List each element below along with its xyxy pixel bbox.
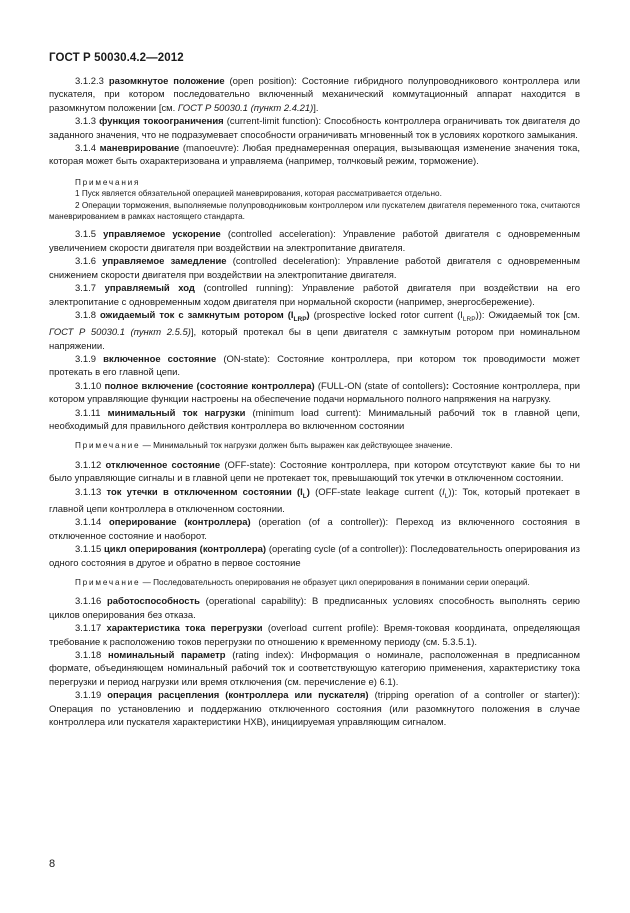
clause-term	[107, 487, 310, 498]
clause-term: включенное состояние	[103, 354, 217, 366]
clause-3-1-4	[49, 142, 580, 169]
clause-3-1-16	[49, 595, 580, 622]
clause-number: 3.1.16	[75, 596, 102, 608]
note	[49, 577, 580, 588]
document-body	[49, 75, 580, 729]
clause-text: )): Ожидаемый ток [см.	[475, 309, 581, 321]
clause-3-1-3	[49, 115, 580, 142]
clause-number: 3.1.8	[75, 309, 96, 321]
clause-text: (tripping operation of a controller or starter)): Операция по установлению и поддержанию отключенного состояния (или разомкнутого положения в случае контроллера или пускателя характеристики НХВ), инициируемая управляющим сигналом.	[49, 690, 581, 729]
clause-text: (controlled running): Управление работой двигателя при воздействии на его электропитание с одновременным ходом двигателя при нормальной скорости (например, энергосбережение).	[49, 283, 580, 308]
clause-text: (prospective locked rotor current (I	[309, 309, 463, 321]
clause-text: (operating cycle (of a controller)): Последовательность оперирования из одного состояния в другое и обратно в первое состояние	[49, 544, 580, 569]
note-text: — Последовательность оперирования не образует цикл оперирования в понимании серии операций.	[140, 578, 530, 587]
clause-term-end: )	[306, 486, 310, 498]
clause-3-1-11	[49, 407, 580, 434]
clause-term: управляемый ход	[104, 283, 195, 295]
clause-term: номинальный параметр	[107, 650, 226, 662]
notes-heading: Примечания	[75, 177, 141, 187]
clause-3-1-8	[49, 309, 580, 353]
clause-text: (rating index): Информация о номинале, расположенная в предписанном формате, объединяющем номинальный рабочий ток и соответствующую категорию применения, характеристику тока перегрузки и период нагрузки или время отключения (см. перечисление е) 6.1).	[49, 650, 581, 688]
clause-text: (operation (of a controller)): Переход из включенного состояния в отключенное состояние и наоборот.	[49, 517, 580, 542]
clause-text: (manoeuvre): Любая преднамеренная операция, вызывающая изменение значения тока, которая может быть охарактеризована и управляема (например, толчковый режим, торможение).	[49, 143, 581, 168]
clause-text: (operational capability): В предписанных условиях способность выполнять серию циклов оперирования без отказа.	[49, 596, 581, 621]
note-text: — Минимальный ток нагрузки должен быть выражен как действующее значение.	[140, 441, 453, 451]
clause-text: (OFF-state): Состояние контроллера, при котором отсутствуют какие бы то ни было управляющие сигналы и в главной цепи не протекает ток, превышающий ток утечки в отключенном состоянии.	[49, 459, 581, 485]
clause-3-1-5	[49, 228, 580, 255]
clause-number: 3.1.14	[75, 517, 102, 529]
clause-number: 3.1.19	[75, 690, 102, 702]
clause-term: характеристика тока перегрузки	[106, 623, 263, 635]
clause-term: операция расцепления (контроллера или пускателя)	[107, 690, 369, 702]
clause-term-subscript: L	[302, 492, 307, 500]
clause-number: 3.1.17	[75, 623, 102, 635]
clause-term: оперирование (контроллера)	[109, 517, 251, 529]
clause-3-1-6	[49, 255, 580, 282]
clause-text-italic: I	[442, 486, 445, 498]
document-header: ГОСТ Р 50030.4.2—2012	[49, 52, 184, 64]
clause-number: 3.1.7	[75, 283, 96, 295]
standard-reference: ГОСТ Р 50030.1 (пункт 2.5.5)	[49, 327, 191, 339]
clause-text: (OFF-state leakage current (	[309, 486, 443, 498]
clause-text: (controlled deceleration): Управление работой двигателя с одновременным снижением скорости двигателя при воздействии на электропитание двигателя.	[49, 256, 581, 281]
clause-3-1-2-3	[49, 75, 580, 115]
page-number: 8	[49, 858, 56, 870]
clause-term: маневрирование	[99, 143, 180, 155]
clause-number: 3.1.5	[75, 229, 96, 241]
clause-text: (ON-state): Состояние контроллера, при котором ток проводимости может протекать в его главной цепи.	[49, 354, 580, 379]
clause-3-1-10	[49, 380, 580, 407]
clause-text: (overload current profile): Время-токовая координата, определяющая требование к расположению токов перегрузки по отношению к временному периоду (см. 5.3.5.1).	[49, 623, 580, 648]
clause-number: 3.1.9	[75, 354, 96, 366]
clause-3-1-17	[49, 622, 580, 649]
clause-text-subscript: LRP	[462, 315, 476, 323]
note-item: 2 Операции торможения, выполняемые полупроводниковым контроллером или пускателем двигателя переменного тока, считаются маневрированием в рамках настоящего стандарта.	[49, 200, 580, 222]
clause-text: ], который протекал бы в цепи двигателя с замкнутым ротором при номинальном напряжении.	[49, 327, 580, 352]
clause-text: (controlled acceleration): Управление работой двигателя с одновременным увеличением скорости двигателя при воздействии на электропитание двигателя.	[49, 229, 580, 254]
clause-term-text: ток утечки в отключенном состоянии (I	[106, 486, 303, 498]
clause-term-subscript: LRP	[293, 315, 307, 323]
clause-text: (current-limit function): Способность контроллера ограничивать ток двигателя до заданного значения, что не подразумевает способности ограничивать мгновенный ток в условиях короткого замыкания.	[49, 116, 580, 141]
clause-3-1-14	[49, 516, 580, 543]
clause-3-1-9	[49, 353, 580, 380]
clause-number: 3.1.3	[75, 116, 96, 128]
clause-text: )): Ток, который протекает в главной цепи контроллера в отключенном состоянии.	[49, 486, 580, 515]
note-label: Примечание	[75, 441, 141, 451]
note-item: 1 Пуск является обязательной операцией маневрирования, которая рассматривается отдельно.	[75, 189, 442, 199]
clause-text: (FULL-ON (state of contollers)	[314, 380, 446, 392]
clause-number: 3.1.6	[75, 256, 96, 268]
clause-text: (open position): Состояние гибридного полупроводникового контроллера или пускателя, при котором последовательно включенный механический коммутационный аппарат находится в разомкнутом положении [см.	[49, 76, 580, 114]
clause-text: ].	[313, 102, 319, 114]
clause-number: 3.1.12	[75, 459, 102, 471]
clause-text: Состояние контроллера, при котором управляющие функции настроены на обеспечение подачи нормального полного напряжения на нагрузку.	[49, 380, 581, 406]
clause-term-end: )	[306, 309, 310, 321]
clause-3-1-18	[49, 649, 580, 689]
clause-3-1-13	[49, 486, 580, 517]
clause-term: управляемое замедление	[102, 256, 227, 268]
clause-3-1-7	[49, 282, 580, 309]
clause-number: 3.1.10	[75, 380, 102, 392]
clause-number: 3.1.13	[75, 486, 102, 498]
clause-number: 3.1.4	[75, 143, 96, 155]
clause-number: 3.1.11	[75, 407, 101, 419]
clause-term: управляемое ускорение	[103, 229, 221, 241]
clause-3-1-19	[49, 689, 580, 729]
clause-number: 3.1.18	[75, 650, 102, 662]
clause-term	[100, 310, 310, 321]
note	[49, 440, 580, 451]
clause-term: функция токоограничения	[99, 116, 224, 128]
clause-term: отключенное состояние	[105, 459, 221, 471]
clause-term: минимальный ток нагрузки	[107, 407, 246, 419]
clause-colon: :	[445, 380, 450, 392]
clause-term: полное включение (состояние контроллера)	[104, 380, 315, 392]
clause-term-text: ожидаемый ток с замкнутым ротором (I	[100, 309, 294, 321]
standard-reference: ГОСТ Р 50030.1 (пункт 2.4.21)	[177, 102, 314, 114]
clause-number: 3.1.15	[75, 544, 102, 556]
clause-3-1-12	[49, 459, 580, 486]
clause-term: разомкнутое положение	[108, 76, 225, 87]
clause-term: работоспособность	[106, 596, 200, 608]
clause-term: цикл оперирования (контроллера)	[104, 544, 267, 556]
note-label: Примечание	[75, 578, 141, 587]
clause-text-subscript: L	[444, 492, 449, 500]
clause-text: (minimum load current): Минимальный рабочий ток в главной цепи, необходимый для правильного действия контроллера во включенном состоянии	[49, 407, 580, 433]
clause-3-1-15	[49, 543, 580, 570]
clause-number: 3.1.2.3	[75, 76, 104, 87]
